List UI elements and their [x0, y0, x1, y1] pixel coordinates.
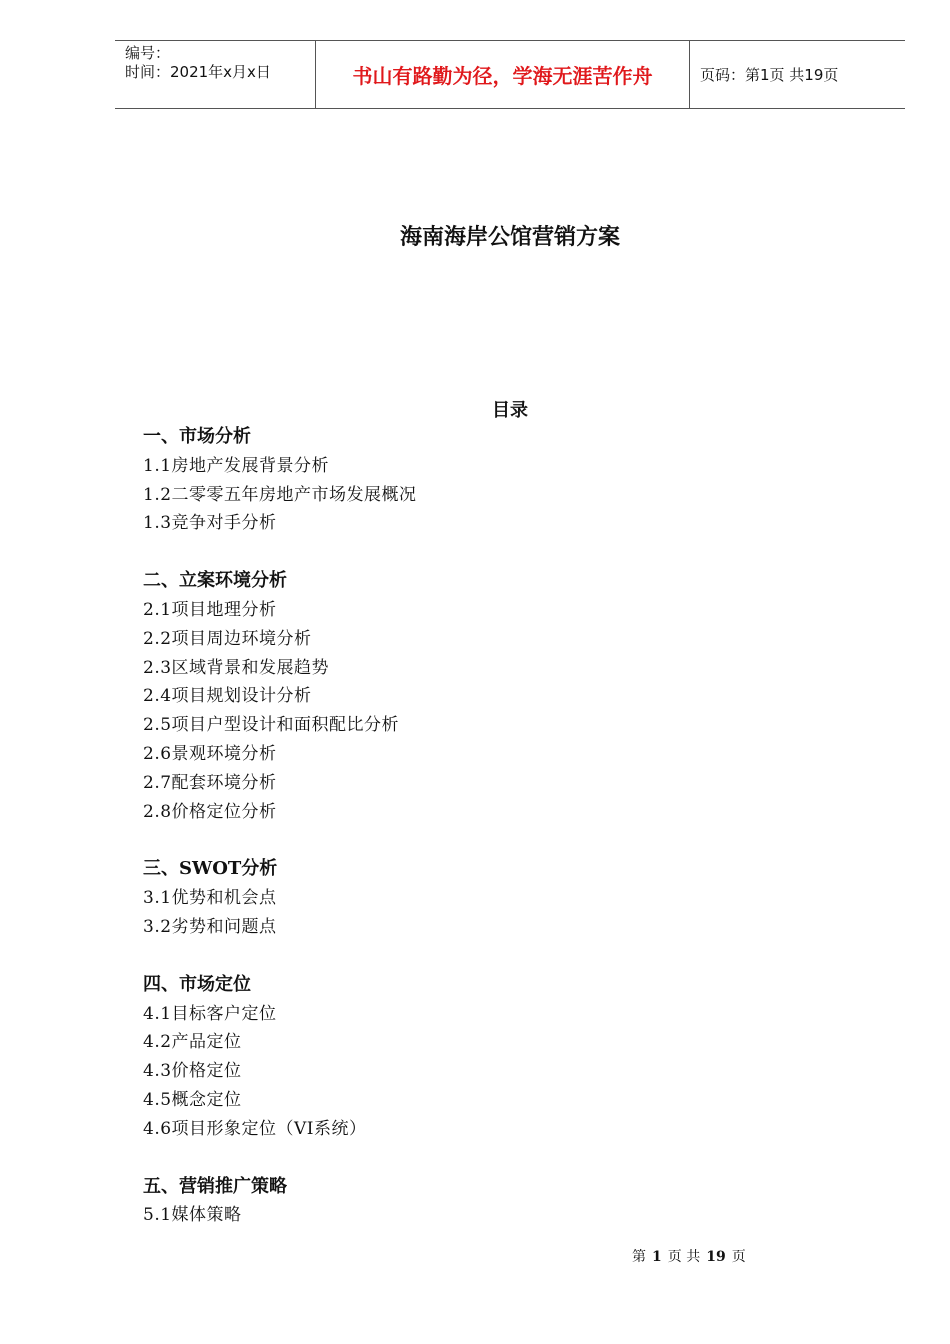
toc-heading: 目录 [492, 400, 528, 421]
toc-section-title: 五、营销推广策略 [143, 1175, 287, 1197]
toc-item[interactable]: 2.1项目地理分析 [143, 599, 277, 620]
toc-item[interactable]: 2.7配套环境分析 [143, 772, 277, 793]
toc-section [143, 971, 843, 1144]
toc-section [143, 423, 843, 538]
toc-item[interactable]: 4.6项目形象定位（VI系统） [143, 1118, 367, 1139]
toc-section-title: 一、市场分析 [143, 426, 251, 447]
footer-suffix: 页 [731, 1249, 746, 1265]
toc-item[interactable]: 2.3区域背景和发展趋势 [143, 657, 330, 678]
header-meta [115, 41, 316, 108]
footer-total-pages: 19 [706, 1249, 726, 1265]
toc-item[interactable]: 4.2产品定位 [143, 1032, 242, 1053]
toc-section-title: 四、市场定位 [143, 973, 251, 995]
toc-item[interactable]: 3.1优势和机会点 [143, 888, 277, 909]
toc-item[interactable]: 4.1目标客户定位 [143, 1003, 277, 1024]
header-slogan: 书山有路勤为径，学海无涯苦作舟 [316, 41, 690, 108]
toc-item[interactable]: 2.8价格定位分析 [143, 801, 277, 822]
number-label: 编号： [125, 44, 171, 62]
footer-prefix: 第 [632, 1249, 646, 1265]
toc-item[interactable]: 4.5概念定位 [143, 1089, 242, 1110]
toc-item[interactable]: 1.3竞争对手分析 [143, 513, 277, 534]
toc-section [143, 567, 843, 826]
toc-item[interactable]: 2.6景观环境分析 [143, 743, 277, 764]
toc-item[interactable]: 2.2项目周边环境分析 [143, 628, 312, 649]
document-title: 海南海岸公馆营销方案 [399, 224, 620, 250]
toc-item[interactable]: 1.1房地产发展背景分析 [143, 455, 330, 476]
toc-item[interactable]: 2.5项目户型设计和面积配比分析 [143, 715, 400, 736]
toc-item[interactable]: 5.1媒体策略 [143, 1205, 242, 1226]
toc-section-title: 三、SWOT分析 [143, 858, 278, 880]
toc-section [143, 855, 843, 941]
toc-section-title: 二、立案环境分析 [143, 570, 287, 592]
toc-item[interactable]: 1.2二零零五年房地产市场发展概况 [143, 484, 417, 505]
table-of-contents [143, 423, 843, 1259]
toc-item[interactable]: 2.4项目规划设计分析 [143, 686, 312, 707]
page-header [115, 40, 905, 109]
footer-middle: 页 共 [667, 1249, 701, 1265]
header-page-info: 页码：第1页 共19页 [700, 66, 839, 84]
toc-section [143, 1173, 843, 1231]
page-footer [632, 1246, 752, 1266]
footer-page-number: 1 [652, 1249, 662, 1265]
toc-item[interactable]: 3.2劣势和问题点 [143, 916, 277, 937]
toc-item[interactable]: 4.3价格定位 [143, 1061, 242, 1082]
time-label: 时间：2021年x月x日 [125, 63, 271, 81]
